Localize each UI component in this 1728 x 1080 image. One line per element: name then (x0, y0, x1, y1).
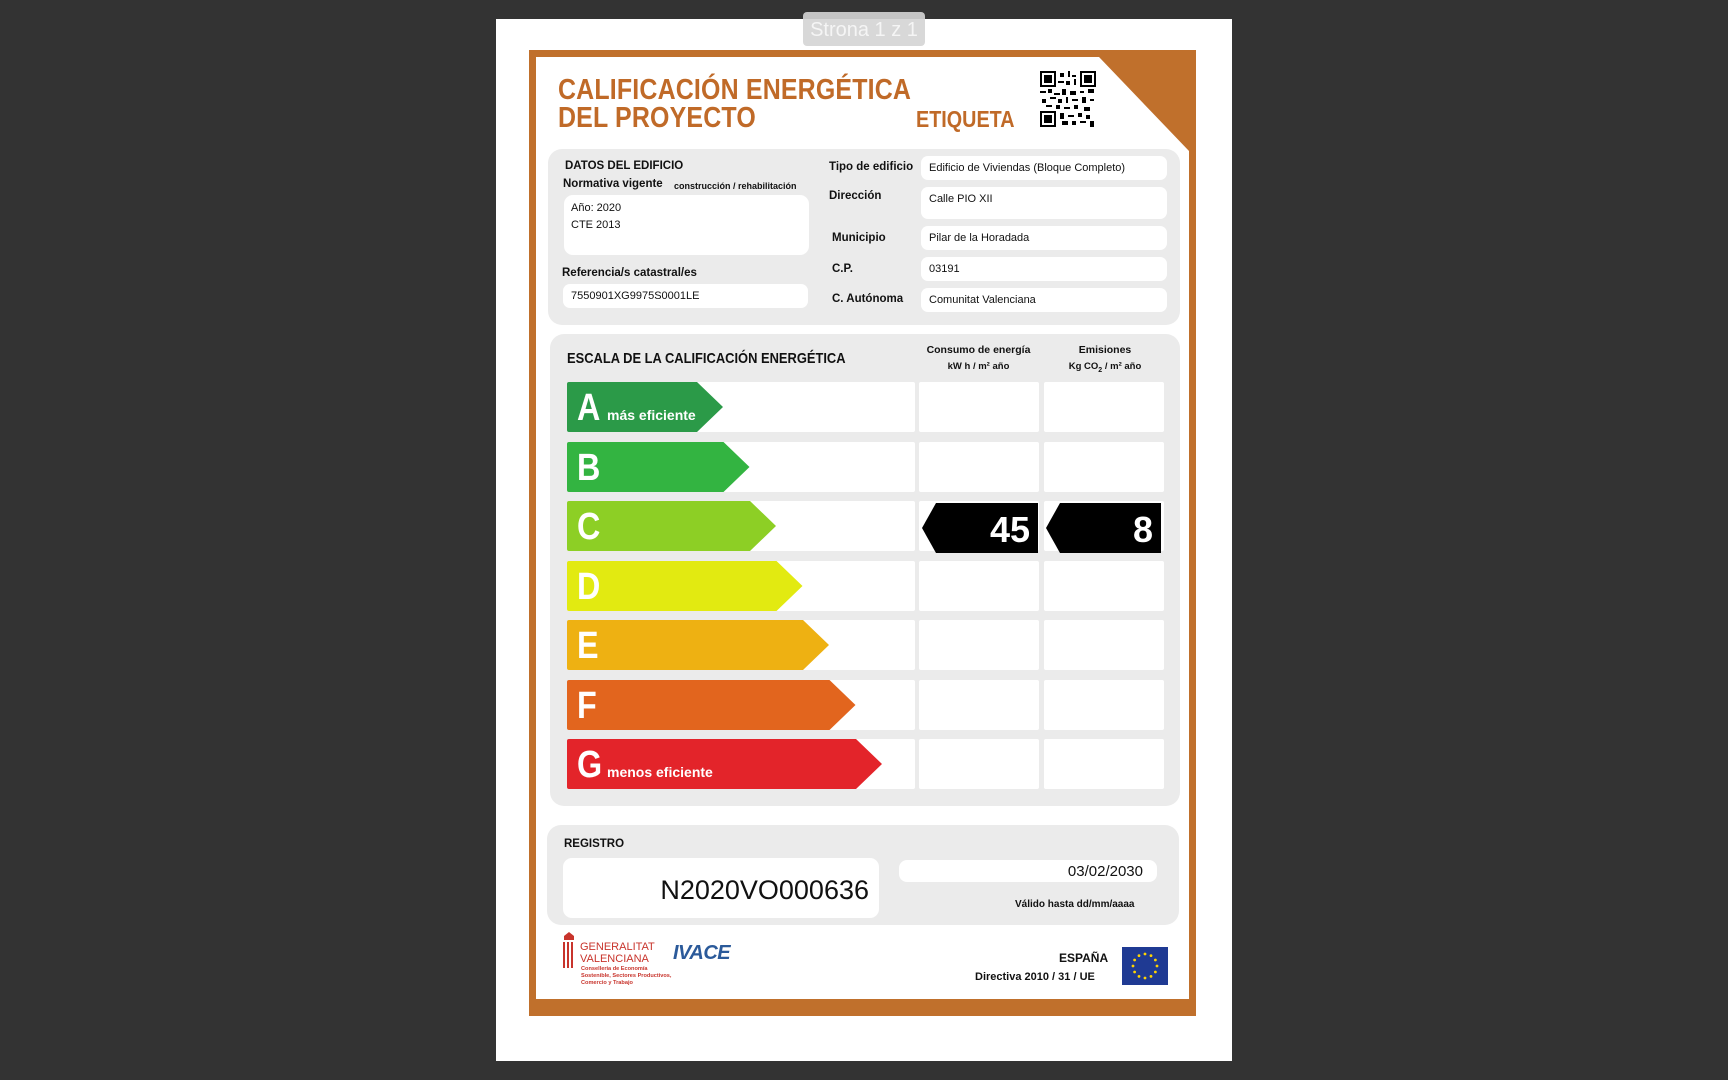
band-letter: D (577, 566, 601, 608)
band-letter: A (577, 387, 601, 429)
eu-star-icon (1144, 977, 1147, 980)
generalitat-logo-text: GENERALITAT VALENCIANA (580, 941, 655, 965)
tipo-field: Edificio de Viviendas (Bloque Completo) (921, 156, 1167, 180)
registro-label: REGISTRO (564, 838, 625, 850)
consumo-cell-e (919, 620, 1039, 670)
municipio-field: Pilar de la Horadada (921, 226, 1167, 250)
generalitat-emblem-icon (561, 932, 577, 972)
consumo-cell-g (919, 739, 1039, 789)
band-letter: F (577, 685, 597, 727)
band-letter: G (577, 744, 603, 786)
eu-star-icon (1154, 959, 1157, 962)
municipio-label: Municipio (832, 232, 886, 244)
valido-hasta-label: Válido hasta dd/mm/aaaa (1015, 899, 1135, 910)
registro-number-field: N2020VO000636 (563, 858, 879, 918)
eu-star-icon (1154, 971, 1157, 974)
tipo-label: Tipo de edificio (829, 161, 914, 173)
emisiones-header: Emisiones (1078, 344, 1132, 356)
normativa-year: Año: 2020 (571, 202, 622, 214)
cp-label: C.P. (832, 263, 853, 275)
generalitat-conselleria-text: Conselleria de Economía Sostenible, Sectores Productivos, Comercio y Trabajo (581, 966, 672, 986)
title-line2: DEL PROYECTO (558, 102, 756, 134)
espana-label: ESPAÑA (1059, 951, 1109, 965)
eu-star-icon (1133, 959, 1136, 962)
energy-band-g (567, 739, 882, 789)
title-line1: CALIFICACIÓN ENERGÉTICA (558, 74, 912, 106)
referencia-field: 7550901XG9975S0001LE (563, 284, 808, 308)
page-indicator: Strona 1 z 1 (803, 12, 925, 46)
emisiones-cell-b (1044, 442, 1164, 492)
eu-star-icon (1150, 975, 1153, 978)
direccion-label: Dirección (829, 190, 882, 202)
emisiones-cell-g (1044, 739, 1164, 789)
eu-star-icon (1132, 965, 1135, 968)
normativa-field (564, 195, 809, 255)
band-letter: E (577, 625, 599, 667)
eu-star-icon (1144, 953, 1147, 956)
autonoma-field: Comunitat Valenciana (921, 288, 1167, 312)
energy-band-e (567, 620, 829, 670)
consumo-cell-f (919, 680, 1039, 730)
eu-star-icon (1150, 954, 1153, 957)
eu-flag-icon (1122, 947, 1168, 985)
direccion-field: Calle PIO XII (921, 187, 1167, 219)
emisiones-cell-e (1044, 620, 1164, 670)
band-letter: C (577, 506, 601, 548)
cp-field: 03191 (921, 257, 1167, 281)
consumo-marker (922, 503, 1038, 553)
consumo-cell-d (919, 561, 1039, 611)
emisiones-cell-a (1044, 382, 1164, 432)
emisiones-cell-d (1044, 561, 1164, 611)
qr-code-icon (1040, 71, 1096, 127)
normativa-sublabel: construcción / rehabilitación (674, 181, 797, 191)
ivace-logo: IVACE (673, 942, 731, 964)
consumo-header: Consumo de energía (926, 344, 1031, 356)
eu-star-icon (1138, 954, 1141, 957)
consumo-marker-value: 45 (989, 509, 1030, 550)
consumo-cell-a (919, 382, 1039, 432)
energy-band-a (567, 382, 723, 432)
etiqueta-label: ETIQUETA (916, 106, 1015, 132)
consumo-cell-b (919, 442, 1039, 492)
band-caption: más eficiente (607, 407, 696, 423)
normativa-cte: CTE 2013 (571, 219, 621, 231)
eu-star-icon (1138, 975, 1141, 978)
energy-band-b (567, 442, 750, 492)
eu-star-icon (1133, 971, 1136, 974)
emisiones-cell-f (1044, 680, 1164, 730)
band-letter: B (577, 447, 601, 489)
scale-title: ESCALA DE LA CALIFICACIÓN ENERGÉTICA (567, 350, 846, 367)
directiva-label: Directiva 2010 / 31 / UE (975, 971, 1095, 983)
normativa-label: Normativa vigente (563, 178, 663, 190)
emisiones-marker-value: 8 (1132, 509, 1153, 550)
building-section-title: DATOS DEL EDIFICIO (565, 160, 684, 172)
energy-band-f (567, 680, 856, 730)
emisiones-unit: Kg $CO_2 / m^2$ año (1068, 361, 1142, 374)
consumo-unit: kW h / m² año (947, 361, 1010, 372)
registro-date-field: 03/02/2030 (899, 860, 1157, 882)
autonoma-label: C. Autónoma (832, 293, 904, 305)
eu-star-icon (1156, 965, 1159, 968)
energy-band-c (567, 501, 776, 551)
emisiones-marker (1046, 503, 1161, 553)
band-caption: menos eficiente (607, 764, 713, 780)
referencia-label: Referencia/s catastral/es (562, 267, 697, 279)
energy-band-d (567, 561, 803, 611)
